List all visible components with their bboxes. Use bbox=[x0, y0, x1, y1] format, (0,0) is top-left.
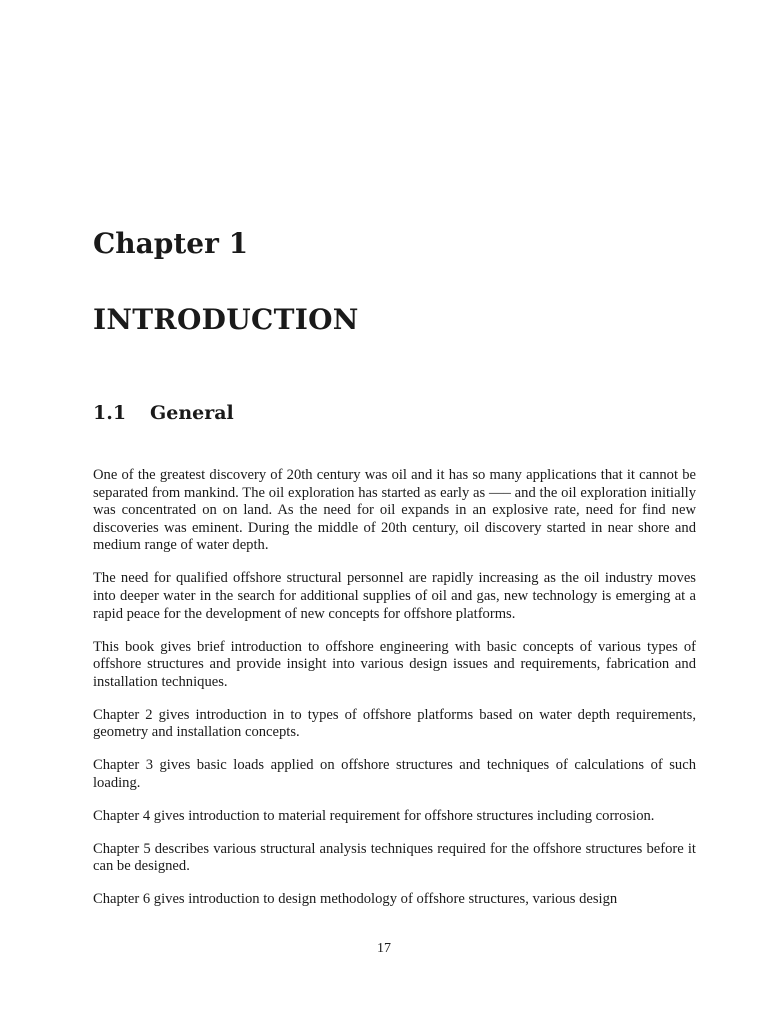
chapter-title: INTRODUCTION bbox=[93, 303, 359, 336]
paragraph-2: The need for qualified offshore structural personnel are rapidly increasing as the oil industry moves into deeper water in the search for additional supplies of oil and gas, new technology is emerging at a rapid peace for the development of new concepts for offshore platforms. bbox=[93, 570, 696, 622]
paragraph-6: Chapter 4 gives introduction to material requirement for offshore structures including corrosion. bbox=[93, 807, 655, 824]
section-heading bbox=[93, 400, 234, 426]
page-number: 17 bbox=[377, 941, 391, 956]
section-title: General bbox=[150, 402, 234, 424]
paragraph-1: One of the greatest discovery of 20th century was oil and it has so many applications that it cannot be separated from mankind. The oil exploration has started as early as —– and the oil exploration initially was concentrated on on land. As the need for oil expands in an explosive rate, need for find new discoveries was eminent. During the middle of 20th century, oil discovery started in near shore and medium range of water depth. bbox=[93, 467, 696, 554]
paragraph-4: Chapter 2 gives introduction in to types of offshore platforms based on water depth requirements, geometry and installation concepts. bbox=[93, 706, 696, 741]
paragraph-3: This book gives brief introduction to offshore engineering with basic concepts of various types of offshore structures and provide insight into various design issues and requirements, fabrication and installation techniques. bbox=[93, 638, 696, 690]
paragraph-8: Chapter 6 gives introduction to design methodology of offshore structures, various design bbox=[93, 891, 618, 908]
paragraph-5: Chapter 3 gives basic loads applied on offshore structures and techniques of calculations of such loading. bbox=[93, 757, 696, 791]
section-number: 1.1 bbox=[93, 402, 127, 424]
chapter-label: Chapter 1 bbox=[93, 227, 249, 260]
paragraph-7: Chapter 5 describes various structural analysis techniques required for the offshore structures before it can be designed. bbox=[93, 840, 696, 875]
body-text bbox=[93, 467, 696, 924]
